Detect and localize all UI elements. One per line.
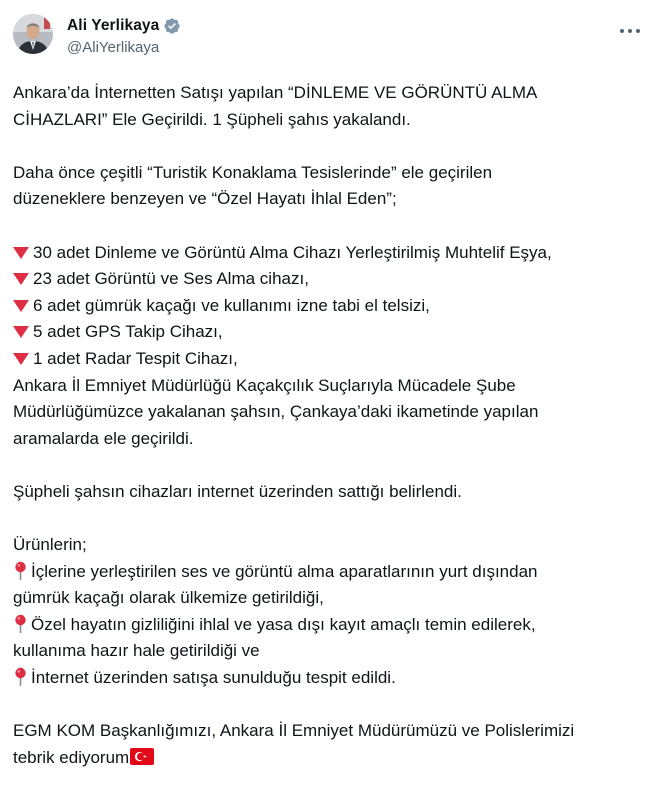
text-line: Müdürlüğümüzce yakalanan şahsın, Çankaya’daki ikametinde yapılan [13, 402, 539, 422]
text-line: düzeneklere benzeyen ve “Özel Hayatı İhlal Eden”; [13, 189, 397, 209]
pin-item-text: İnternet üzerinden satışa sunulduğu tespit edildi. [31, 668, 396, 688]
red-triangle-down-icon [13, 300, 29, 312]
text-line: aramalarda ele geçirildi. [13, 428, 194, 448]
text-line: Şüpheli şahsın cihazları internet üzerinden sattığı belirlendi. [13, 481, 462, 501]
red-triangle-down-icon [13, 273, 29, 285]
author-block [67, 16, 181, 56]
text-line: kullanıma hazır hale getirildiği ve [13, 641, 260, 661]
text-line: Ankara’da İnternetten Satışı yapılan “DİNLEME VE GÖRÜNTÜ ALMA [13, 83, 538, 102]
list-item [13, 266, 653, 293]
red-triangle-down-icon [13, 353, 29, 365]
text-line: gümrük kaçağı olarak ülkemize getirildiği, [13, 588, 324, 608]
red-triangle-down-icon [13, 326, 29, 338]
round-pushpin-icon [13, 561, 28, 581]
text-line: Daha önce çeşitli “Turistik Konaklama Tesislerinde” ele geçirilen [13, 162, 493, 182]
list-item-text: 23 adet Görüntü ve Ses Alma cihazı, [33, 269, 309, 289]
round-pushpin-icon [13, 667, 28, 687]
list-item [13, 293, 653, 320]
round-pushpin-icon [13, 614, 28, 634]
pin-item [13, 665, 653, 692]
tweet-header [13, 14, 646, 62]
text-line: CİHAZLARI” Ele Geçirildi. 1 Şüpheli şahıs yakalandı. [13, 109, 411, 129]
more-options-icon[interactable] [618, 22, 642, 42]
pin-item [13, 612, 653, 639]
list-item-text: 6 adet gümrük kaçağı ve kullanımı izne tabi el telsizi, [33, 295, 430, 315]
text-line: EGM KOM Başkanlığımızı, Ankara İl Emniyet Müdürümüzü ve Polislerimizi [13, 721, 575, 741]
list-item-text: 30 adet Dinleme ve Görüntü Alma Cihazı Yerleştirilmiş Muhtelif Eşya, [33, 242, 552, 262]
tweet-text [13, 80, 653, 771]
text-line: Ürünlerin; [13, 535, 87, 555]
list-item-text: 1 adet Radar Tespit Cihazı, [33, 348, 238, 368]
text-line: Ankara İl Emniyet Müdürlüğü Kaçakçılık Suçlarıyla Mücadele Şube [13, 375, 516, 395]
pin-item-text: İçlerine yerleştirilen ses ve görüntü alma aparatlarının yurt dışından [31, 561, 538, 581]
pin-item-text: Özel hayatın gizliliğini ihlal ve yasa dışı kayıt amaçlı temin edilerek, [31, 614, 536, 634]
avatar[interactable] [13, 14, 53, 54]
handle[interactable]: @AliYerlikaya [67, 39, 160, 56]
turkey-flag-icon [130, 747, 154, 764]
verified-badge-icon [163, 17, 181, 35]
list-item [13, 240, 653, 267]
red-triangle-down-icon [13, 247, 29, 259]
list-item [13, 319, 653, 346]
list-item [13, 346, 653, 373]
pin-item [13, 559, 653, 586]
display-name[interactable]: Ali Yerlikaya [67, 17, 160, 34]
text-fragment: tebrik ediyorum [13, 747, 130, 767]
text-line [13, 745, 653, 772]
list-item-text: 5 adet GPS Takip Cihazı, [33, 322, 223, 342]
